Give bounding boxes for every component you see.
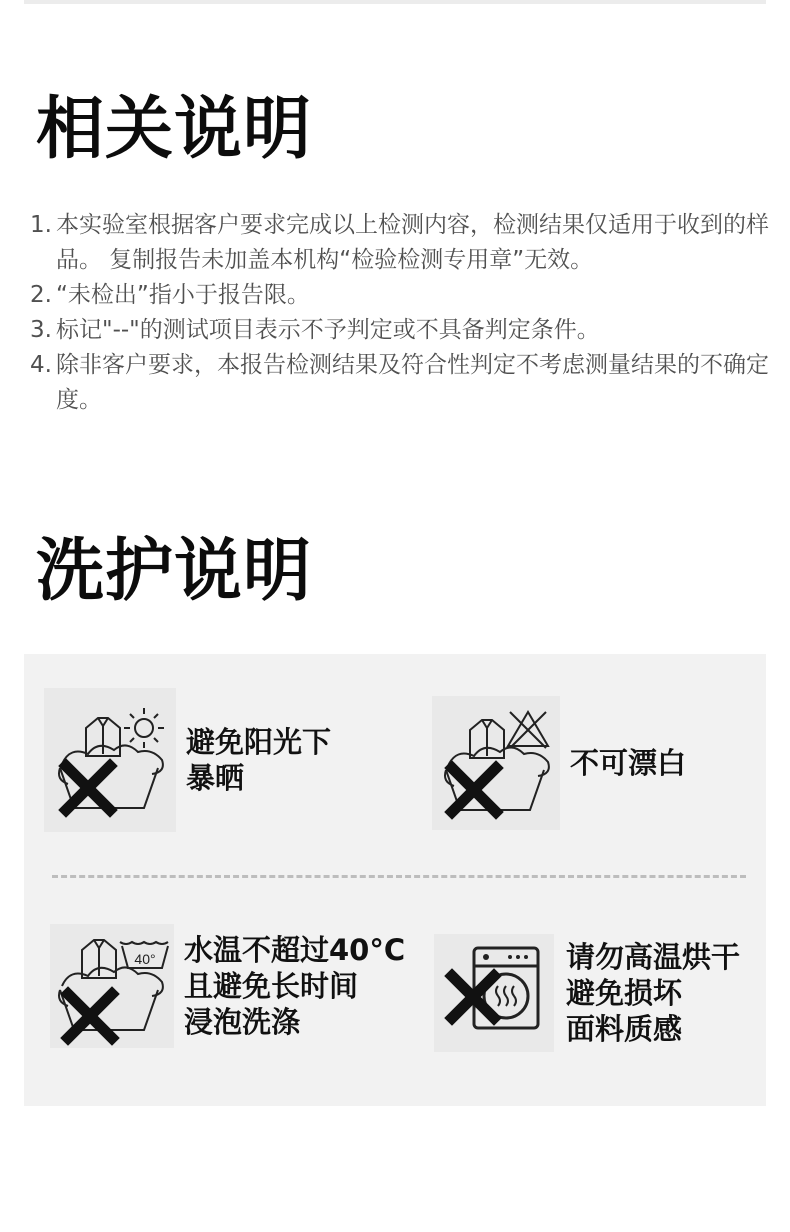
wash-40-icon (50, 924, 174, 1048)
care-item-wash-40 (50, 924, 405, 1048)
note-number: 2. (30, 282, 52, 308)
related-notes-title: 相关说明 (36, 90, 313, 169)
care-item-no-sun (44, 688, 331, 832)
care-label: 避免阳光下 暴晒 (186, 725, 332, 795)
care-instructions-title: 洗护说明 (36, 532, 313, 611)
list-item (30, 348, 770, 418)
care-label: 水温不超过40°C 且避免长时间 浸泡洗涤 (184, 933, 406, 1039)
list-item (30, 208, 770, 278)
note-text: “未检出”指小于报告限。 (56, 282, 310, 308)
care-label: 请勿高温烘干 避免损坏 面料质感 (566, 940, 741, 1046)
care-item-no-bleach (432, 696, 686, 830)
note-text: 本实验室根据客户要求完成以上检测内容，检测结果仅适用于收到的样品。 复制报告未加盖本机构“检验检测专用章”无效。 (56, 212, 769, 273)
no-sun-exposure-icon (44, 688, 176, 832)
care-label: 不可漂白 (570, 746, 687, 780)
note-text: 标记"--"的测试项目表示不予判定或不具备判定条件。 (56, 317, 600, 343)
dashed-divider (52, 875, 746, 878)
no-tumble-dry-icon (434, 934, 554, 1052)
note-number: 3. (30, 317, 52, 343)
wash-temp-label: 40° (134, 951, 156, 967)
care-instructions-panel (24, 654, 766, 1106)
care-item-no-tumble-dry (434, 934, 740, 1052)
note-number: 4. (30, 352, 52, 378)
list-item (30, 278, 770, 313)
list-item (30, 313, 770, 348)
top-rule (24, 0, 766, 4)
note-number: 1. (30, 212, 52, 238)
no-bleach-icon (432, 696, 560, 830)
related-notes-list (30, 208, 770, 418)
note-text: 除非客户要求，本报告检测结果及符合性判定不考虑测量结果的不确定度。 (56, 352, 769, 413)
